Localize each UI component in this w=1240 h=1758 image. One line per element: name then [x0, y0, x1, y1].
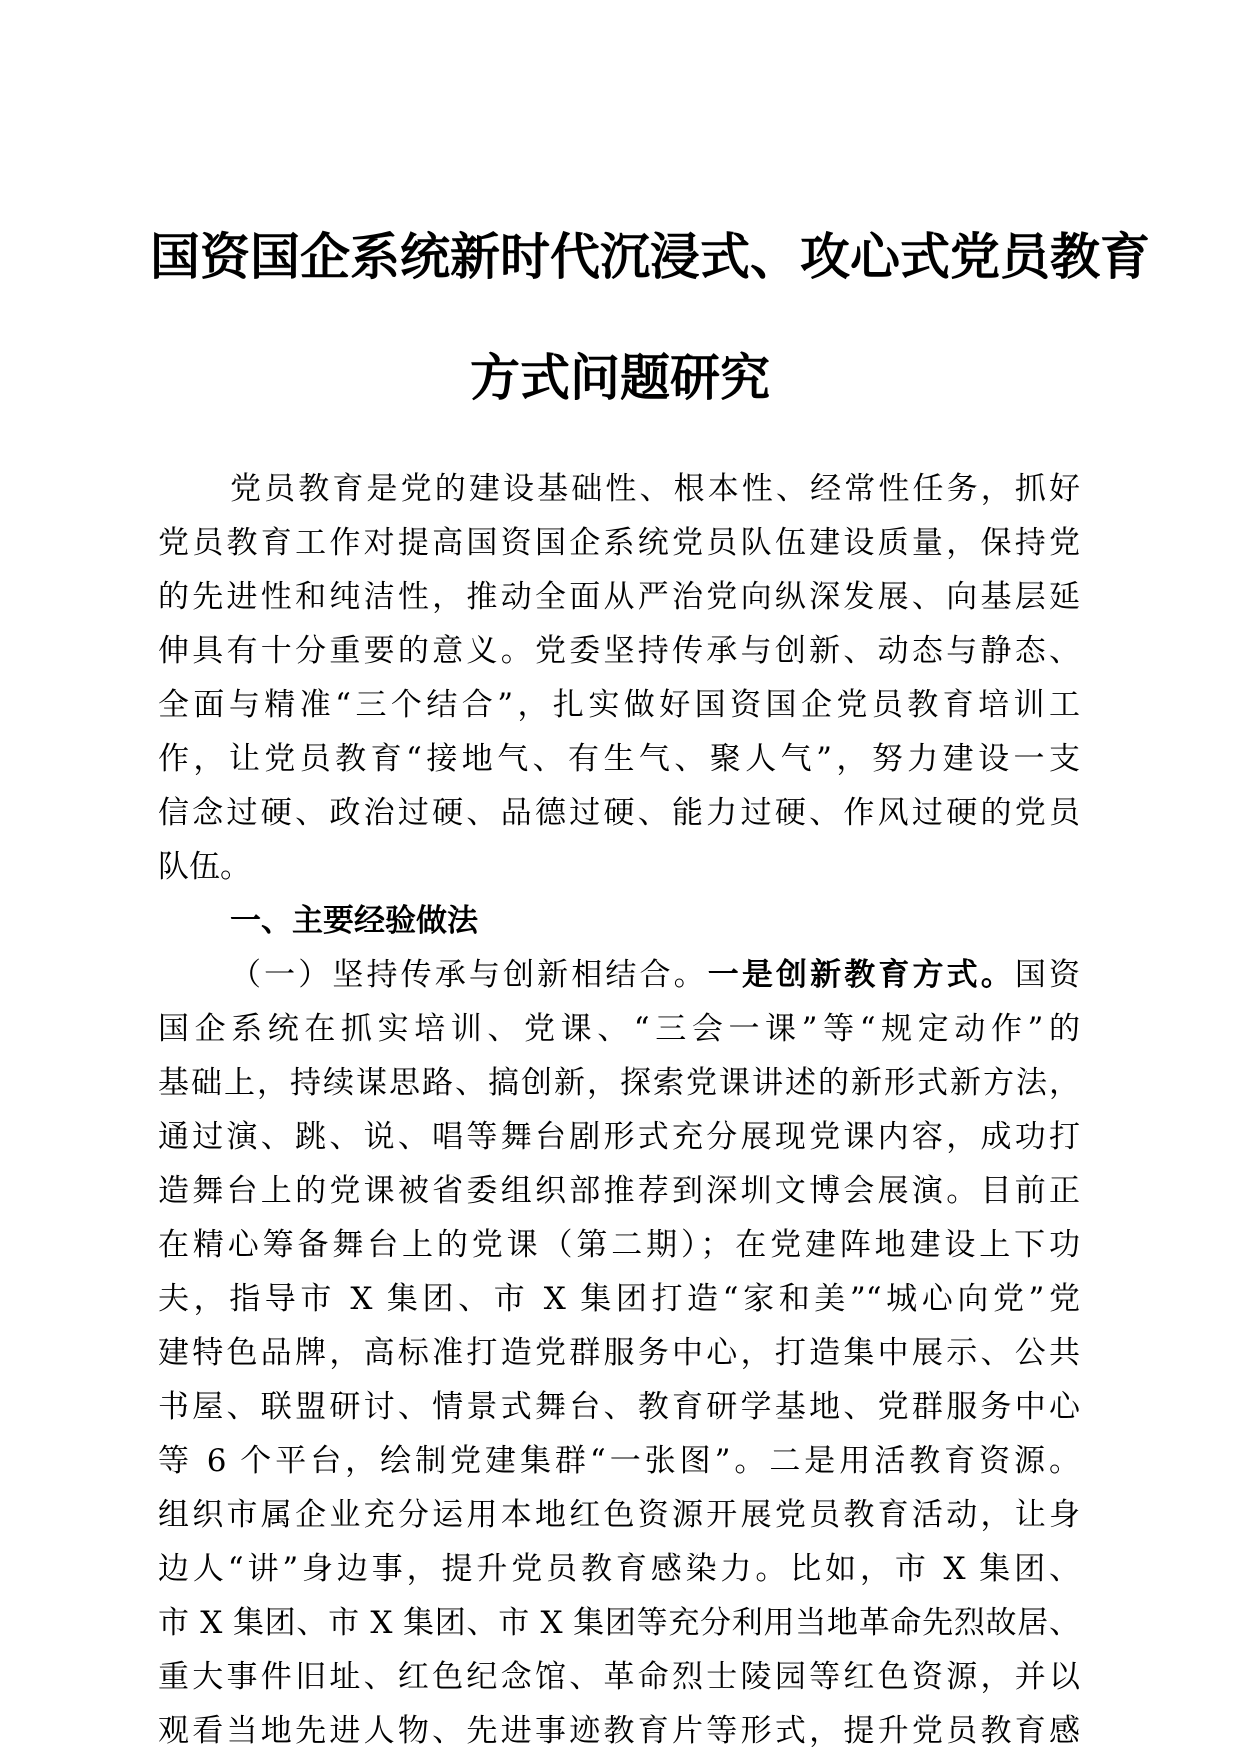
document-title-line-2: 方式问题研究 — [470, 348, 770, 407]
paragraph-line: 市 X 集团、市 X 集团、市 X 集团等充分利用当地革命先烈故居、 — [158, 1605, 1080, 1641]
paragraph-line: 等 6 个平台，绘制党建集群“一张图”。二是用活教育资源。 — [158, 1443, 1080, 1479]
paragraph-line: 伸具有十分重要的意义。党委坚持传承与创新、动态与静态、 — [158, 633, 1080, 669]
paragraph-line: 队伍。 — [158, 849, 251, 885]
subsection-bold-phrase: 一是创新教育方式。 — [707, 957, 1015, 993]
paragraph-line: 国企系统在抓实培训、党课、“三会一课”等“规定动作”的 — [158, 1011, 1080, 1047]
paragraph-line: 建特色品牌，高标准打造党群服务中心，打造集中展示、公共 — [158, 1335, 1080, 1371]
section-heading: 一、主要经验做法 — [230, 903, 478, 939]
paragraph-line: 全面与精准“三个结合”，扎实做好国资国企党员教育培训工 — [158, 687, 1080, 723]
document-title-line-1: 国资国企系统新时代沉浸式、攻心式党员教育 — [150, 227, 1150, 286]
document-body — [158, 462, 1080, 1758]
paragraph-line: 夫，指导市 X 集团、市 X 集团打造“家和美”“城心向党”党 — [158, 1281, 1080, 1317]
paragraph-line: 造舞台上的党课被省委组织部推荐到深圳文博会展演。目前正 — [158, 1173, 1080, 1209]
paragraph-line: 基础上，持续谋思路、搞创新，探索党课讲述的新形式新方法， — [158, 1065, 1080, 1101]
subsection-lead-tail: 国资 — [1014, 957, 1080, 993]
paragraph-line: 通过演、跳、说、唱等舞台剧形式充分展现党课内容，成功打 — [158, 1119, 1080, 1155]
paragraph-line: 观看当地先进人物、先进事迹教育片等形式，提升党员教育感 — [158, 1713, 1080, 1749]
paragraph-line: 信念过硬、政治过硬、品德过硬、能力过硬、作风过硬的党员 — [158, 795, 1080, 831]
paragraph-line: 党员教育工作对提高国资国企系统党员队伍建设质量，保持党 — [158, 525, 1080, 561]
paragraph-line: 党员教育是党的建设基础性、根本性、经常性任务，抓好 — [230, 471, 1080, 507]
paragraph-line: 在精心筹备舞台上的党课（第二期）；在党建阵地建设上下功 — [158, 1227, 1080, 1263]
subsection-lead: （一）坚持传承与创新相结合。 — [230, 957, 708, 993]
paragraph-line: 作，让党员教育“接地气、有生气、聚人气”，努力建设一支 — [158, 741, 1080, 777]
paragraph-line: 书屋、联盟研讨、情景式舞台、教育研学基地、党群服务中心 — [158, 1389, 1080, 1425]
paragraph-line: 重大事件旧址、红色纪念馆、革命烈士陵园等红色资源，并以 — [158, 1659, 1080, 1695]
paragraph-line: 的先进性和纯洁性，推动全面从严治党向纵深发展、向基层延 — [158, 579, 1080, 615]
paragraph-line: 组织市属企业充分运用本地红色资源开展党员教育活动，让身 — [158, 1497, 1080, 1533]
paragraph-line: 边人“讲”身边事，提升党员教育感染力。比如，市 X 集团、 — [158, 1551, 1080, 1587]
subsection-lead-line — [158, 948, 1080, 1002]
